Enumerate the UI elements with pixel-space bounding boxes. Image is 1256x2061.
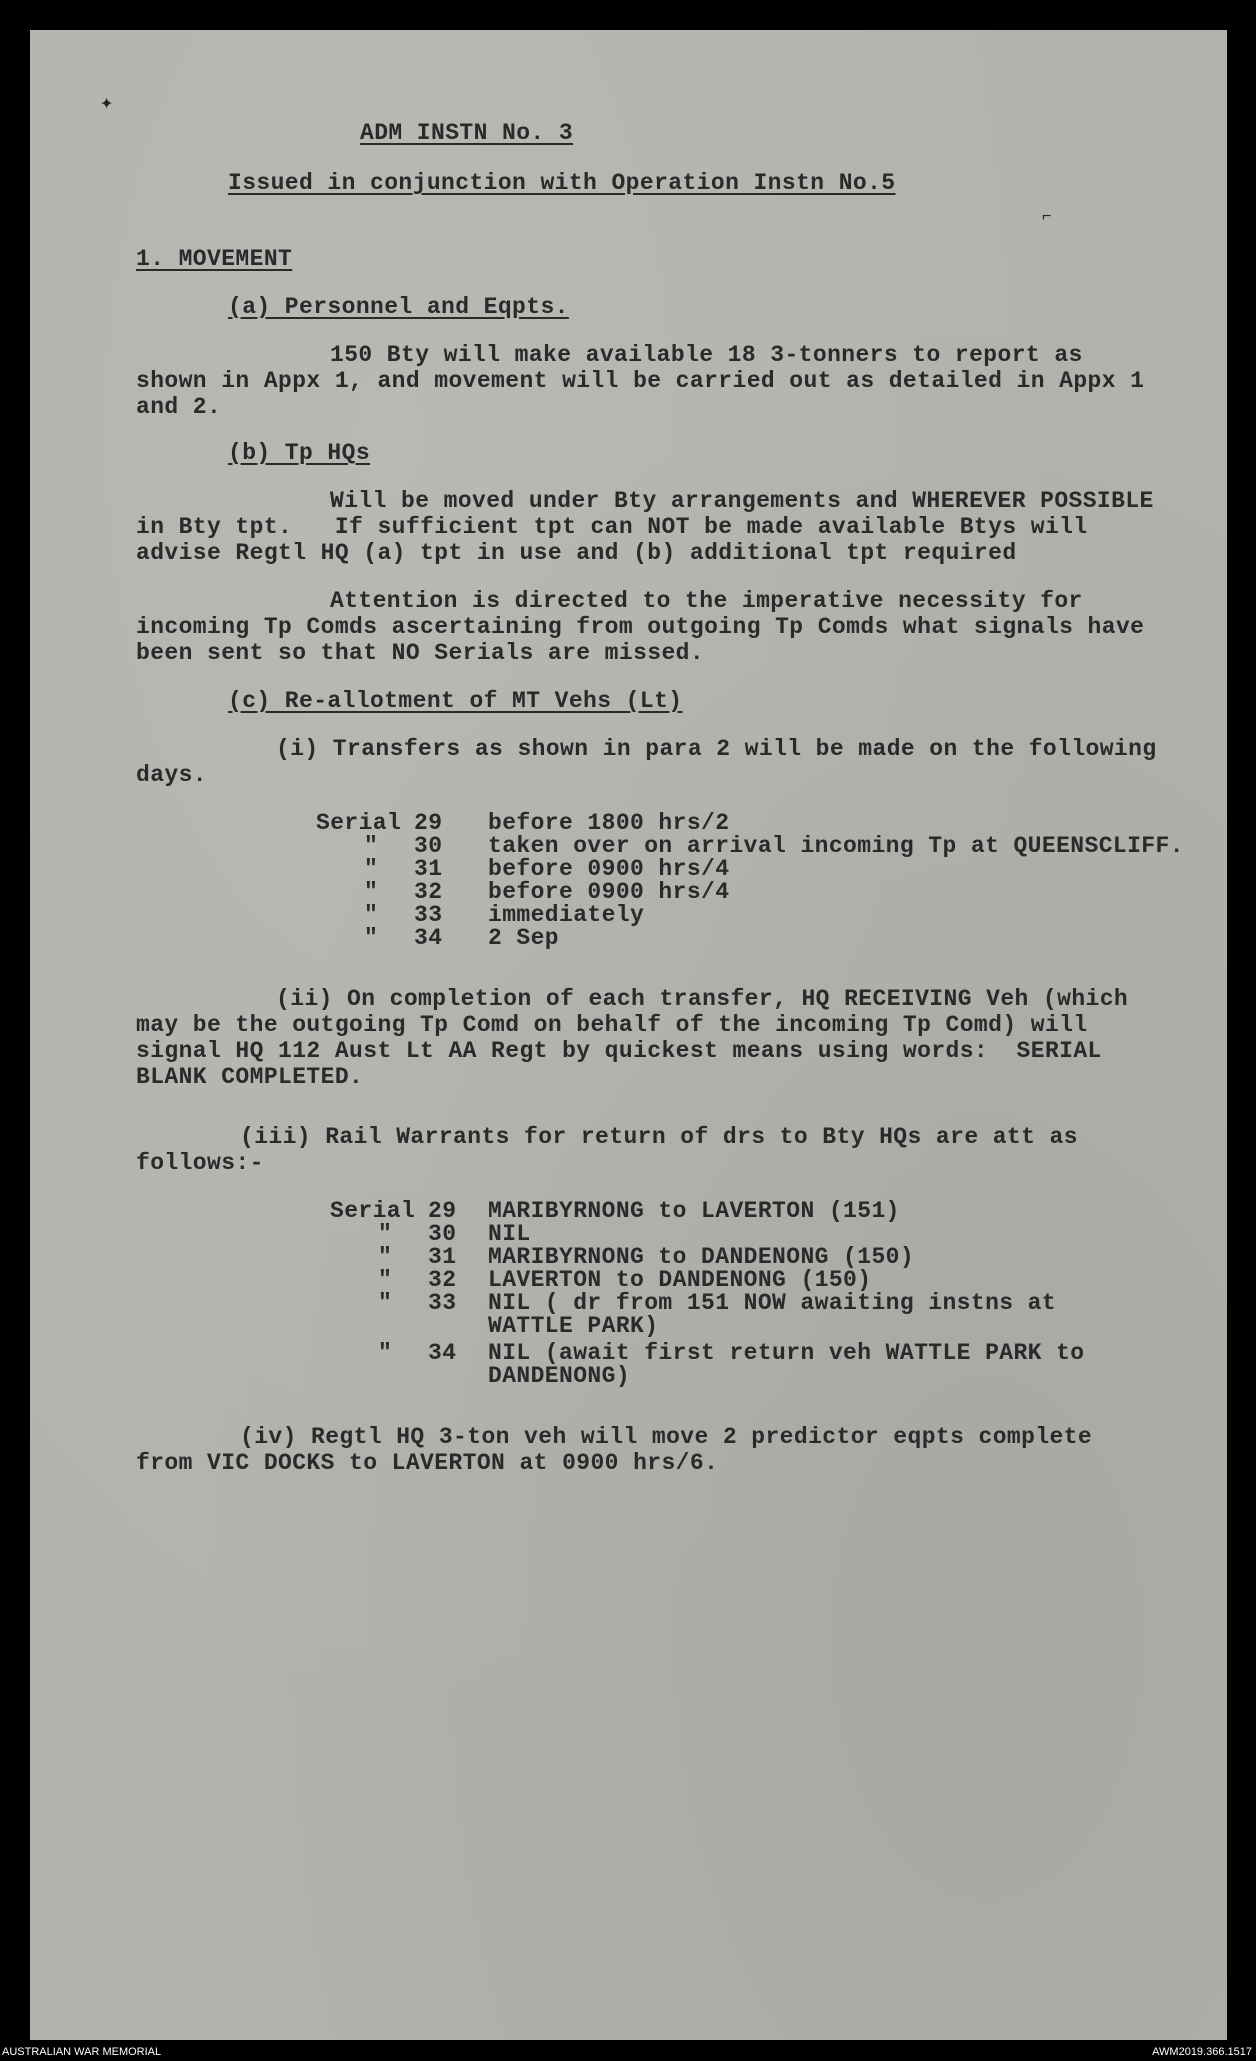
serial-prefix: Serial (316, 810, 402, 836)
serial-prefix: " (378, 1244, 393, 1270)
text-line: (iv) Regtl HQ 3-ton veh will move 2 predictor eqpts complete (240, 1424, 1093, 1450)
punch-hole-mark: ✦ (100, 91, 114, 116)
text-line: and 2. (136, 394, 222, 420)
serial-number: 34 (414, 925, 443, 951)
text-line: shown in Appx 1, and movement will be carried out as detailed in Appx 1 (136, 368, 1145, 394)
serial-detail: 2 Sep (488, 925, 560, 951)
document-subtitle: Issued in conjunction with Operation Instn No.5 (228, 170, 896, 196)
text-line: BLANK COMPLETED. (136, 1064, 364, 1090)
serial-detail: before 0900 hrs/4 (488, 879, 730, 905)
text-line: Will be moved under Bty arrangements and WHEREVER POSSIBLE (330, 488, 1154, 514)
text-line: in Bty tpt. If sufficient tpt can NOT be made available Btys will (136, 514, 1088, 540)
serial-detail: NIL (488, 1221, 531, 1247)
serial-number: 29 (414, 810, 443, 836)
text-line: days. (136, 762, 208, 788)
serial-detail: before 0900 hrs/4 (488, 856, 730, 882)
serial-detail: before 1800 hrs/2 (488, 810, 730, 836)
serial-detail: LAVERTON to DANDENONG (150) (488, 1267, 872, 1293)
serial-detail: WATTLE PARK) (488, 1313, 659, 1339)
text-line: advise Regtl HQ (a) tpt in use and (b) additional tpt required (136, 540, 1017, 566)
sub-b-heading: (b) Tp HQs (228, 440, 371, 466)
serial-number: 29 (428, 1198, 457, 1224)
serial-prefix: " (378, 1290, 393, 1316)
text-line: from VIC DOCKS to LAVERTON at 0900 hrs/6. (136, 1450, 719, 1476)
sub-c-heading: (c) Re-allotment of MT Vehs (Lt) (228, 688, 683, 714)
text-line: incoming Tp Comds ascertaining from outgoing Tp Comds what signals have (136, 614, 1145, 640)
text-line: (ii) On completion of each transfer, HQ RECEIVING Veh (which (276, 986, 1129, 1012)
text-line: Attention is directed to the imperative necessity for (330, 588, 1083, 614)
serial-prefix: " (378, 1267, 393, 1293)
footer-credit: AUSTRALIAN WAR MEMORIAL (2, 2046, 162, 2058)
serial-prefix: " (378, 1221, 393, 1247)
serial-detail: DANDENONG) (488, 1363, 631, 1389)
text-line: follows:- (136, 1150, 264, 1176)
section-heading: 1. MOVEMENT (136, 246, 293, 272)
serial-detail: NIL (await first return veh WATTLE PARK to (488, 1340, 1085, 1366)
serial-prefix: " (364, 925, 379, 951)
serial-number: 30 (414, 833, 443, 859)
text-line: signal HQ 112 Aust Lt AA Regt by quickest means using words: SERIAL (136, 1038, 1102, 1064)
serial-prefix: " (364, 856, 379, 882)
document-title: ADM INSTN No. 3 (360, 120, 574, 146)
serial-number: 31 (414, 856, 443, 882)
serial-number: 31 (428, 1244, 457, 1270)
serial-number: 33 (428, 1290, 457, 1316)
serial-detail: NIL ( dr from 151 NOW awaiting instns at (488, 1290, 1057, 1316)
serial-number: 33 (414, 902, 443, 928)
serial-prefix: " (378, 1340, 393, 1366)
serial-detail: MARIBYRNONG to LAVERTON (151) (488, 1198, 900, 1224)
sub-a-heading: (a) Personnel and Eqpts. (228, 294, 569, 320)
document-page (30, 30, 1227, 2040)
footer-accession-number: AWM2019.366.1517 (1152, 2046, 1252, 2058)
serial-detail: immediately (488, 902, 645, 928)
serial-detail: MARIBYRNONG to DANDENONG (150) (488, 1244, 915, 1270)
serial-prefix: Serial (330, 1198, 416, 1224)
serial-prefix: " (364, 879, 379, 905)
staple-mark: ⌐ (1042, 208, 1052, 226)
serial-number: 34 (428, 1340, 457, 1366)
serial-prefix: " (364, 902, 379, 928)
text-line: may be the outgoing Tp Comd on behalf of the incoming Tp Comd) will (136, 1012, 1088, 1038)
text-line: (i) Transfers as shown in para 2 will be made on the following (276, 736, 1157, 762)
serial-number: 32 (428, 1267, 457, 1293)
serial-number: 30 (428, 1221, 457, 1247)
serial-prefix: " (364, 833, 379, 859)
text-line: 150 Bty will make available 18 3-tonners to report as (330, 342, 1083, 368)
serial-number: 32 (414, 879, 443, 905)
text-line: been sent so that NO Serials are missed. (136, 640, 705, 666)
serial-detail: taken over on arrival incoming Tp at QUEENSCLIFF. (488, 833, 1184, 859)
text-line: (iii) Rail Warrants for return of drs to Bty HQs are att as (240, 1124, 1078, 1150)
